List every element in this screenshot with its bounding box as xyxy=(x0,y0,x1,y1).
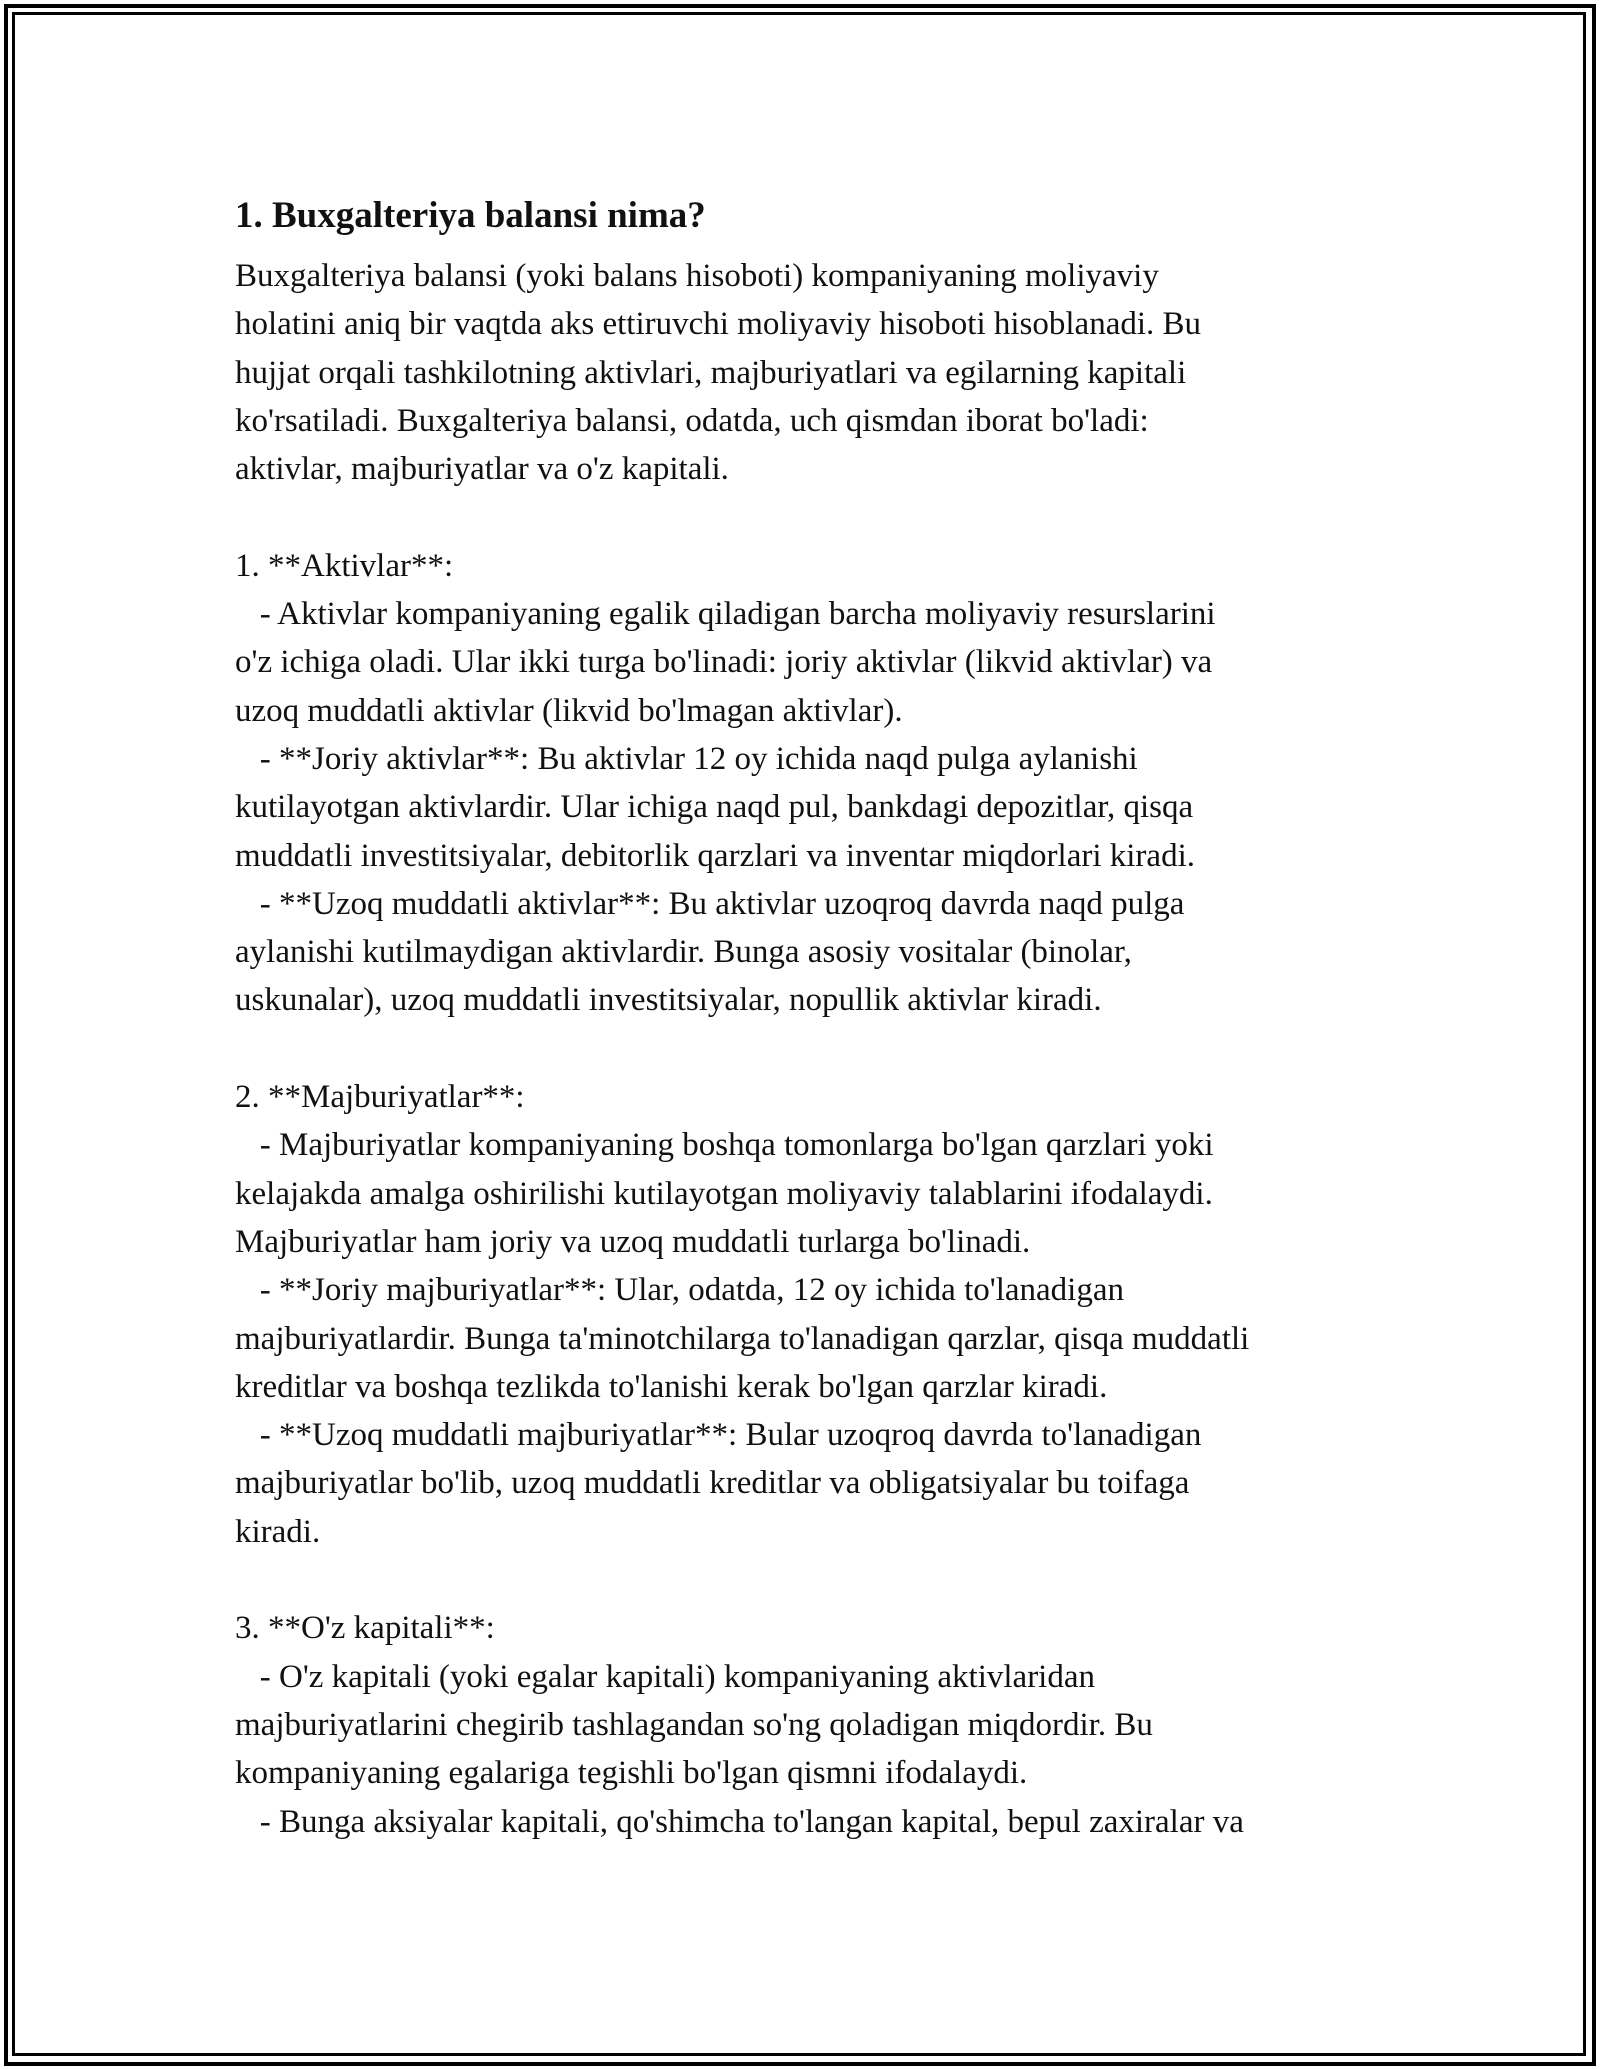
text-line: majburiyatlardir. Bunga ta'minotchilarga to'lanadigan qarzlar, qisqa muddatli xyxy=(235,1320,1250,1357)
text-line: uzoq muddatli aktivlar (likvid bo'lmagan aktivlar). xyxy=(235,692,903,729)
text-line: 1. **Aktivlar**: xyxy=(235,547,454,584)
text-line: - Bunga aksiyalar kapitali, qo'shimcha to'langan kapital, bepul zaxiralar va xyxy=(235,1803,1244,1840)
text-line: muddatli investitsiyalar, debitorlik qarzlari va inventar miqdorlari kiradi. xyxy=(235,837,1195,874)
text-line: hujjat orqali tashkilotning aktivlari, majburiyatlari va egilarning kapitali xyxy=(235,354,1187,391)
text-line: aylanishi kutilmaydigan aktivlardir. Bunga asosiy vositalar (binolar, xyxy=(235,934,1132,971)
text-line: - O'z kapitali (yoki egalar kapitali) kompaniyaning aktivlaridan xyxy=(235,1658,1095,1695)
text-line: - **Joriy majburiyatlar**: Ular, odatda, 12 oy ichida to'lanadigan xyxy=(235,1272,1124,1309)
text-line: kompaniyaning egalariga tegishli bo'lgan qismni ifodalaydi. xyxy=(235,1755,1028,1792)
text-line: majburiyatlar bo'lib, uzoq muddatli kreditlar va obligatsiyalar bu toifaga xyxy=(235,1465,1190,1502)
document-body xyxy=(235,252,1415,1846)
text-line: o'z ichiga oladi. Ular ikki turga bo'linadi: joriy aktivlar (likvid aktivlar) va xyxy=(235,644,1213,681)
text-line: Buxgalteriya balansi (yoki balans hisoboti) kompaniyaning moliyaviy xyxy=(235,258,1159,294)
text-line: holatini aniq bir vaqtda aks ettiruvchi moliyaviy hisoboti hisoblanadi. Bu xyxy=(235,306,1202,343)
text-line: majburiyatlarini chegirib tashlagandan so'ng qoladigan miqdordir. Bu xyxy=(235,1706,1153,1743)
text-line: kelajakda amalga oshirilishi kutilayotgan moliyaviy talablarini ifodalaydi. xyxy=(235,1175,1213,1212)
text-line: aktivlar, majburiyatlar va o'z kapitali. xyxy=(235,451,729,488)
text-line: kiradi. xyxy=(235,1513,321,1550)
text-line: ko'rsatiladi. Buxgalteriya balansi, odatda, uch qismdan iborat bo'ladi: xyxy=(235,402,1149,439)
text-line: 2. **Majburiyatlar**: xyxy=(235,1079,525,1116)
text-line: 3. **O'z kapitali**: xyxy=(235,1610,495,1647)
text-line: - Majburiyatlar kompaniyaning boshqa tomonlarga bo'lgan qarzlari yoki xyxy=(235,1127,1214,1164)
text-line: kreditlar va boshqa tezlikda to'lanishi kerak bo'lgan qarzlar kiradi. xyxy=(235,1368,1108,1405)
text-line: - **Uzoq muddatli majburiyatlar**: Bular uzoqroq davrda to'lanadigan xyxy=(235,1417,1202,1454)
text-line: - **Joriy aktivlar**: Bu aktivlar 12 oy ichida naqd pulga aylanishi xyxy=(235,740,1138,777)
paragraph-gap xyxy=(235,1025,1415,1073)
text-line: Majburiyatlar ham joriy va uzoq muddatli turlarga bo'linadi. xyxy=(235,1223,1031,1260)
paragraph-gap xyxy=(235,1556,1415,1604)
document-content xyxy=(235,188,1415,1846)
text-line: - **Uzoq muddatli aktivlar**: Bu aktivlar uzoqroq davrda naqd pulga xyxy=(235,885,1185,922)
text-line: - Aktivlar kompaniyaning egalik qiladigan barcha moliyaviy resurslarini xyxy=(235,596,1216,633)
paragraph-gap xyxy=(235,493,1415,541)
text-line: kutilayotgan aktivlardir. Ular ichiga naqd pul, bankdagi depozitlar, qisqa xyxy=(235,789,1194,826)
text-line: uskunalar), uzoq muddatli investitsiyalar, nopullik aktivlar kiradi. xyxy=(235,982,1102,1019)
document-title: 1. Buxgalteriya balansi nima? xyxy=(235,195,706,236)
